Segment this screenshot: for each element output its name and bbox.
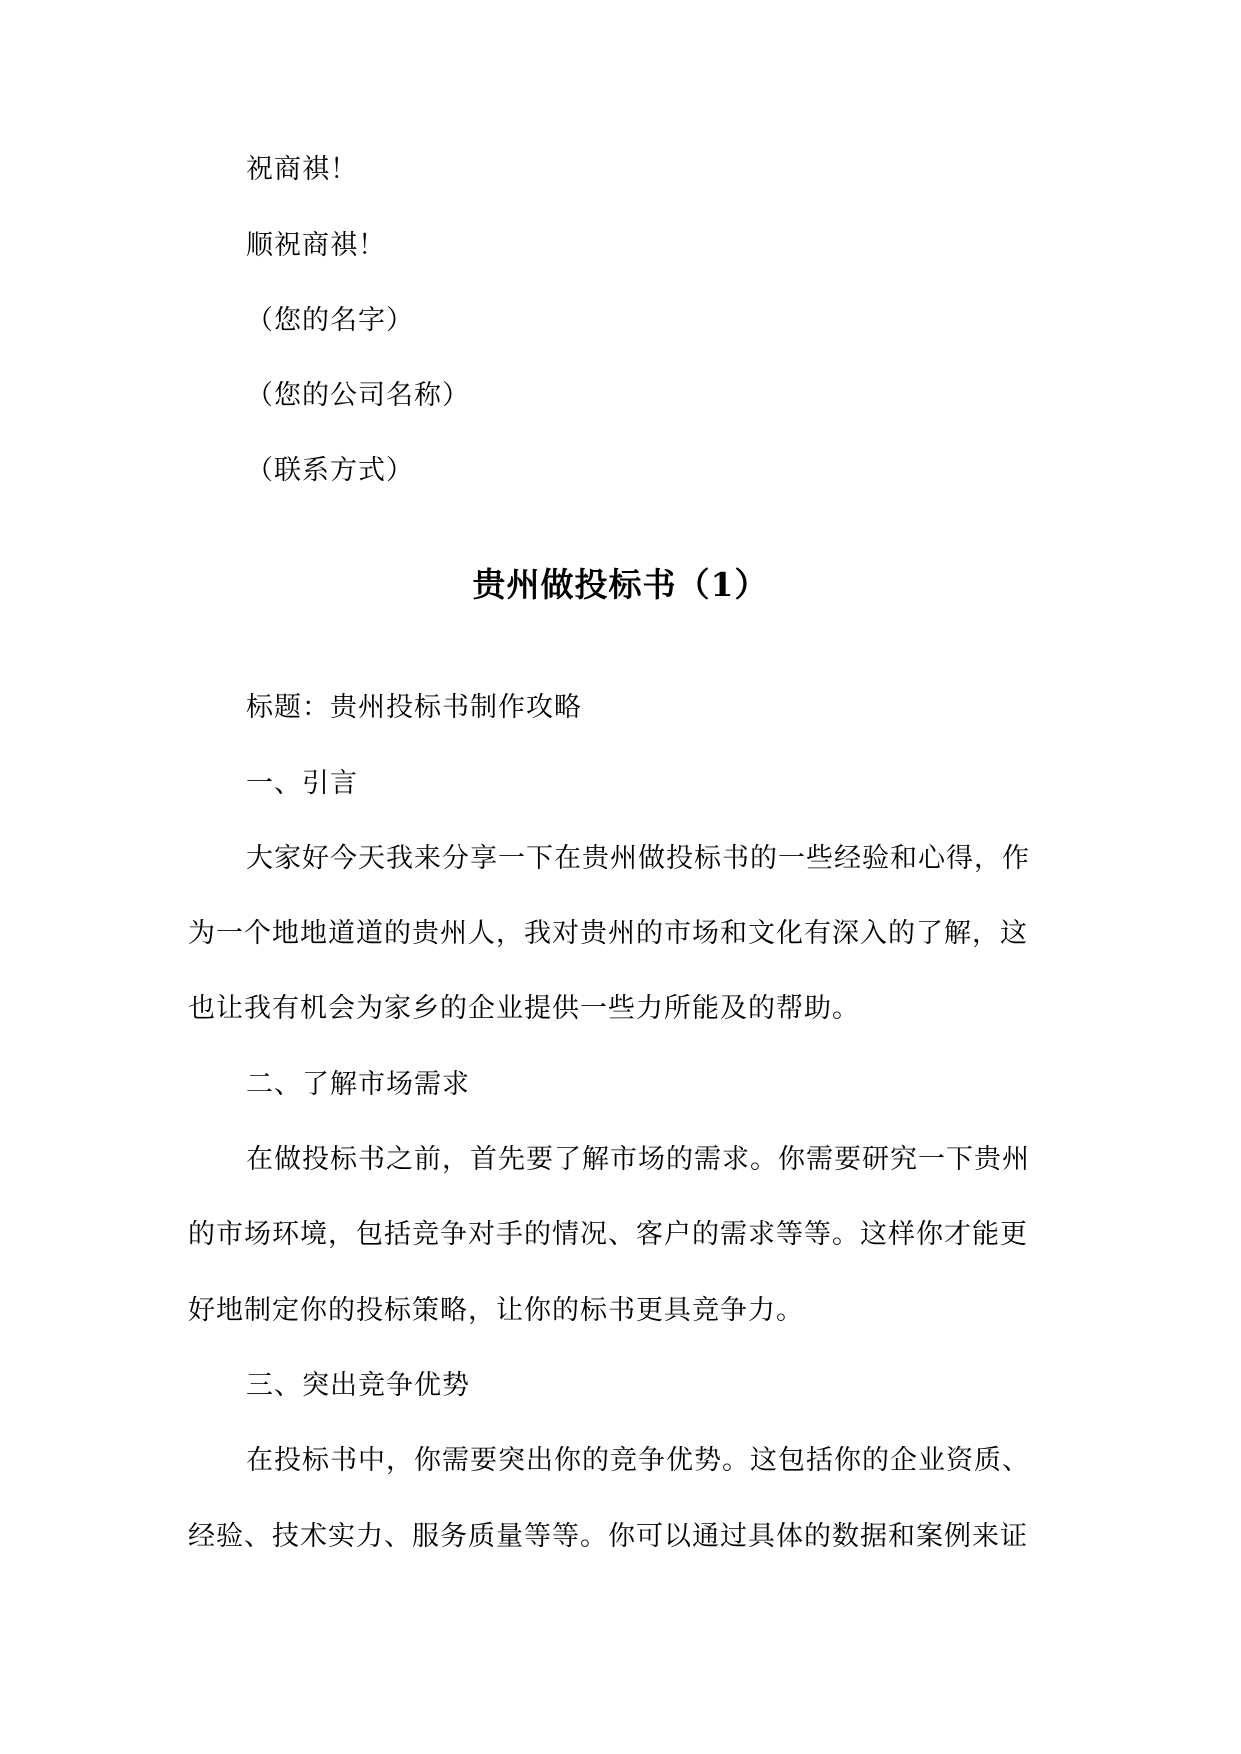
section-heading: 一、引言 <box>246 768 358 799</box>
paragraph-line: 大家好今天我来分享一下在贵州做投标书的一些经验和心得，作 <box>246 843 1030 874</box>
closing-line-2: 顺祝商祺！ <box>246 230 386 261</box>
paragraph-line: 经验、技术实力、服务质量等等。你可以通过具体的数据和案例来证 <box>188 1521 1028 1552</box>
paragraph-line: 在投标书中，你需要突出你的竞争优势。这包括你的企业资质、 <box>246 1445 1030 1476</box>
closing-name: （您的名字） <box>246 305 414 336</box>
paragraph-line: 的市场环境，包括竞争对手的情况、客户的需求等等。这样你才能更 <box>188 1219 1028 1250</box>
closing-company: （您的公司名称） <box>246 380 470 411</box>
paragraph-line: 在做投标书之前，首先要了解市场的需求。你需要研究一下贵州 <box>246 1144 1030 1175</box>
paragraph-line: 好地制定你的投标策略，让你的标书更具竞争力。 <box>188 1295 804 1326</box>
paragraph-line: 为一个地地道道的贵州人，我对贵州的市场和文化有深入的了解，这 <box>188 918 1028 949</box>
closing-contact: （联系方式） <box>246 455 414 486</box>
article-title: 贵州做投标书（1） <box>472 565 769 604</box>
section-heading: 二、了解市场需求 <box>246 1069 470 1100</box>
paragraph-line: 也让我有机会为家乡的企业提供一些力所能及的帮助。 <box>188 993 860 1024</box>
closing-line-1: 祝商祺！ <box>246 154 358 185</box>
section-heading: 三、突出竞争优势 <box>246 1370 470 1401</box>
article-subtitle: 标题：贵州投标书制作攻略 <box>246 692 582 723</box>
